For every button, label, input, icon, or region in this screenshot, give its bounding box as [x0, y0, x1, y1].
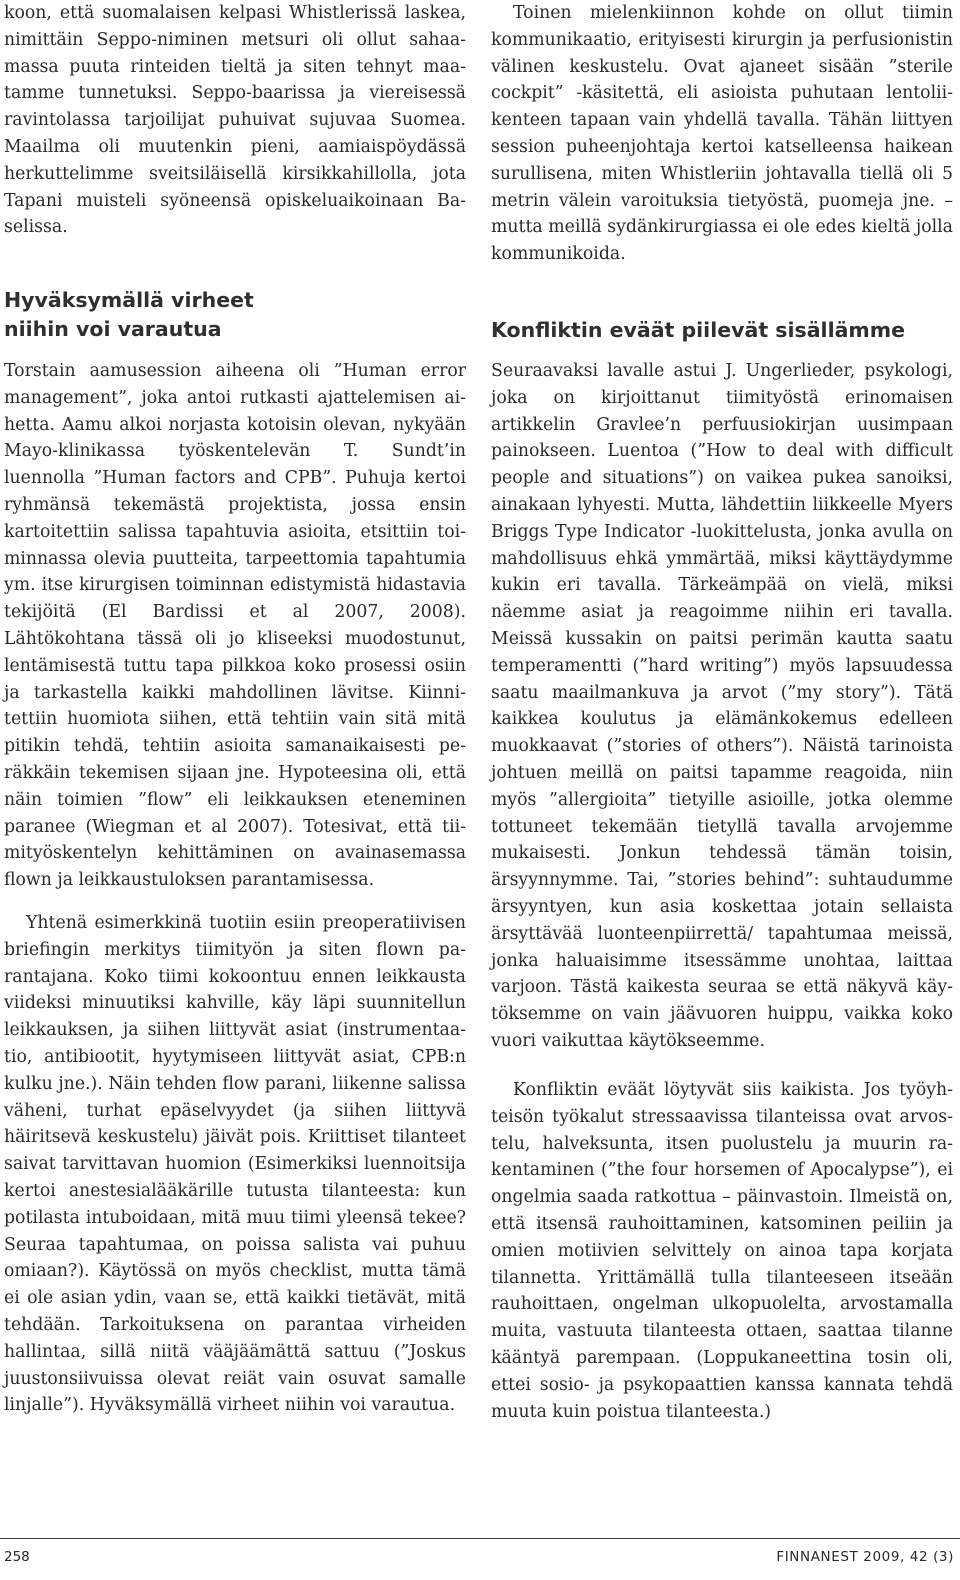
body-paragraph: Torstain aamusession aiheena oli ”Human error management”, joka antoi rutkasti ajattelemisen aihetta. Aamu alkoi norjasta kotoisin olevan, nykyään Mayo-klinikassa työskentelevän T. Sundt’in luennolla ”Human factors and CPB”. Puhuja kertoi ryhmänsä tekemästä projektista, jossa ensin kartoitettiin salissa tapahtuvia asioita, etsittiin toiminnassa olevia puutteita, tarpeettomia tapahtumia ym. itse kirurgisen toiminnan edistymistä hidastavia tekijöitä (El Bardissi et al 2007, 2008). Lähtökohtana tässä oli jo kliseeksi muodostunut, lentämisestä tuttu tapa pilkkoa koko prosessi osiin ja tarkastella kaikki mahdollinen lävitse. Kiinnitettiin huomiota siihen, että tehtiin vain sitä mitä pitikin tehdä, tehtiin asioita samanaikaisesti peräkkäin tekemisen sijaan jne. Hypoteesina oli, että näin toimien ”flow” eli leikkauksen eteneminen paranee (Wiegman et al 2007). Totesivat, että tiimityöskentelyn kehittäminen on avainasemassa flown ja leikkaustuloksen parantamisessa.: [4, 361, 466, 891]
page-number: 258: [4, 1549, 30, 1565]
footer-divider: [0, 1538, 960, 1539]
section-heading-line-2: niihin voi varautua: [4, 316, 222, 341]
section-heading: [4, 286, 466, 344]
body-paragraph: Yhtenä esimerkkinä tuotiin esiin preoperatiivisen briefingin merkitys tiimityön ja siten flown parantajana. Koko tiimi kokoontuu ennen leikkausta viideksi minuutiksi kahville, käy läpi suunnitellun leikkauksen, ja siihen liittyvät asiat (instrumentaatio, antibiootit, hyytymiseen liittyvät asiat, CPB:n kulku jne.). Näin tehden flow parani, liikenne salissa väheni, turhat epäselvyydet (ja siihen liittyvä häiritsevä keskustelu) jäivät pois. Kriittiset tilanteet saivat tarvittavan huomion (Esimerkiksi luennoitsija kertoi anestesialääkärille tutusta tilanteesta: kun potilasta intuboidaan, mitä muu tiimi yleensä tekee? Seuraa tapahtumaa, on poissa salista vai puhuu omiaan?). Käytössä on myös checklist, mutta tämä ei ole asian ydin, vaan se, että kaikki tietävät, mitä tehdään. Tarkoituksena on parantaa virheiden hallintaa, sillä niitä vääjäämättä sattuu (”Joskus juustonsiivuissa olevat reiät vain osuvat samalle linjalle”). Hyväksymällä virheet niihin voi varautua.: [4, 913, 466, 1416]
section-heading-line-1: Hyväksymällä virheet: [4, 288, 254, 312]
body-paragraph: Seuraavaksi lavalle astui J. Ungerlieder, psykologi, joka on kirjoittanut tiimityöstä erinomaisen artikkelin Gravlee’n perfuusiokirjan uusimpaan painokseen. Luentoa (”How to deal with difficult people and situations”) on vaikea pukea sanoiksi, ainakaan lyhyesti. Mutta, lähdettiin liikkeelle Myers Briggs Type Indicator -luokittelusta, jonka avulla on mahdollisuus ehkä ymmärtää, miksi käyttäydymme kukin eri tavalla. Tärkeämpää on vielä, miksi näemme asiat ja reagoimme niihin eri tavalla. Meissä kussakin on paitsi perimän kautta saatu temperamentti (”hard writing”) myös lapsuudessa saatu maailmankuva ja arvot (”my story”). Tätä kaikkea koulutus ja elämänkokemus edelleen muokkaavat (”stories of others”). Näistä tarinoista johtuen meillä on paitsi tapamme reagoida, niin myös ”allergioita” tietyille asioille, jotka olemme tottuneet tekemään tietyllä tavalla arvojemme mukaisesti. Jonkun tehdessä tämän toisin, ärsyynnymme. Tai, ”stories behind”: suhtaudumme ärsyyntyen, kun asia koskettaa jotain sellaista ärsyttävää luonteenpiirrettä/ tapahtumaa meissä, jonka haluaisimme itsessämme unohtaa, laittaa varjoon. Tästä kaikesta seuraa se että näkyvä käytöksemme on vain jäävuoren huippu, vaikka koko vuori vaikuttaa käytökseemme.: [491, 361, 953, 1051]
body-paragraph: koon, että suomalaisen kelpasi Whistlerissä laskea, nimittäin Seppo-niminen metsuri oli ollut sahaamassa puuta rinteiden tieltä ja siten tehnyt maatamme tunnetuksi. Seppo-baarissa ja viereisessä ravintolassa tarjoilijat puhuivat sujuvaa Suomea. Maailma oli muutenkin pieni, aamiaispöydässä herkuttelimme sveitsiläisellä kirsikkahillolla, jota Tapani muisteli syöneensä opiskeluaikoinaan Baselissa.: [4, 3, 466, 238]
journal-citation: FINNANEST 2009, 42 (3): [776, 1549, 954, 1565]
body-paragraph: Konfliktin eväät löytyvät siis kaikista. Jos työyhteisön työkalut stressaavissa tilanteissa ovat arvostelu, halveksunta, itsen puolustelu ja muurin rakentaminen (”the four horsemen of Apocalypse”), ei ongelmia saada ratkottua – päinvastoin. Ilmeistä on, että itsensä rauhoittaminen, katsominen peiliin ja omien motiivien selvittely on ainoa tapa korjata tilannetta. Yrittämällä tulla tilanteeseen itseään rauhoittaen, ongelman ulkopuolelta, arvostamalla muita, vastuuta tilanteesta ottaen, saattaa tilanne kääntyä parempaan. (Loppukaneettina tosin oli, ettei sosio- ja psykopaattien kanssa kannata tehdä muuta kuin poistua tilanteesta.): [491, 1080, 953, 1422]
section-heading: Konfliktin eväät piilevät sisällämme: [491, 318, 906, 342]
body-paragraph: Toinen mielenkiinnon kohde on ollut tiimin kommunikaatio, erityisesti kirurgin ja perfusionistin välinen keskustelu. Ovat ajaneet sisään ”sterile cockpit” -käsitettä, eli asioista puhutaan lentoliikenteen tapaan vain yhdellä tavalla. Tähän liittyen session puheenjohtaja kertoi katselleensa haikean surullisena, miten Whistleriin johtavalla tiellä oli 5 metrin välein varoituksia tietyöstä, puomeja jne. – mutta meillä sydänkirurgiassa ei ole edes kieltä jolla kommunikoida.: [491, 3, 953, 265]
